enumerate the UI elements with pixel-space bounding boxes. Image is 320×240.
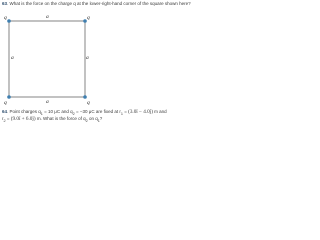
problem-number: 63 <box>2 1 8 6</box>
problem-line2-e: ? <box>99 116 103 122</box>
label-q-bottom-right: q <box>87 100 90 106</box>
charge-top-left <box>7 19 11 23</box>
problem-line2-d: on q <box>87 116 98 122</box>
side-label-left: a <box>11 55 14 61</box>
side-label-right: a <box>86 55 89 61</box>
problem-line2-a: r <box>2 116 4 122</box>
problem-line2-c: m. What is the force of q <box>35 116 86 122</box>
side-label-bottom: a <box>46 99 49 105</box>
square-charges-figure <box>0 0 200 124</box>
side-label-top: a <box>46 14 49 20</box>
problem-number: 64 <box>2 109 8 115</box>
problem-text-e: m and <box>152 109 167 115</box>
problem-text-c: = −30 μC are fixed at r <box>74 109 121 115</box>
problem-statement: . What is the force on the charge q at the lower-right-hand corner of the square shown here? <box>7 1 191 6</box>
subscript: 1 <box>120 112 123 117</box>
label-q-bottom-left: q <box>4 100 7 106</box>
label-q-top-right: q <box>87 15 90 21</box>
problem-64-line-2 <box>2 116 102 124</box>
square <box>9 21 85 97</box>
charge-bottom-right <box>83 95 87 99</box>
subscript: 1 <box>97 119 100 124</box>
label-q-top-left: q <box>4 15 7 21</box>
problem-text-a: . Point charges q <box>7 109 41 115</box>
subscript: 2 <box>85 119 88 124</box>
problem-text-b: = 10 μC and q <box>42 109 73 115</box>
vector-r1: (3.0î − 4.0ĵ) <box>128 109 153 115</box>
subscript: 1 <box>40 112 43 117</box>
subscript: 2 <box>3 119 6 124</box>
charge-bottom-left <box>7 95 11 99</box>
problem-text-d: = <box>122 109 129 115</box>
problem-line2-b: = <box>5 116 11 122</box>
vector-r2: (9.0î + 6.0ĵ) <box>10 116 36 122</box>
subscript: 2 <box>72 112 75 117</box>
